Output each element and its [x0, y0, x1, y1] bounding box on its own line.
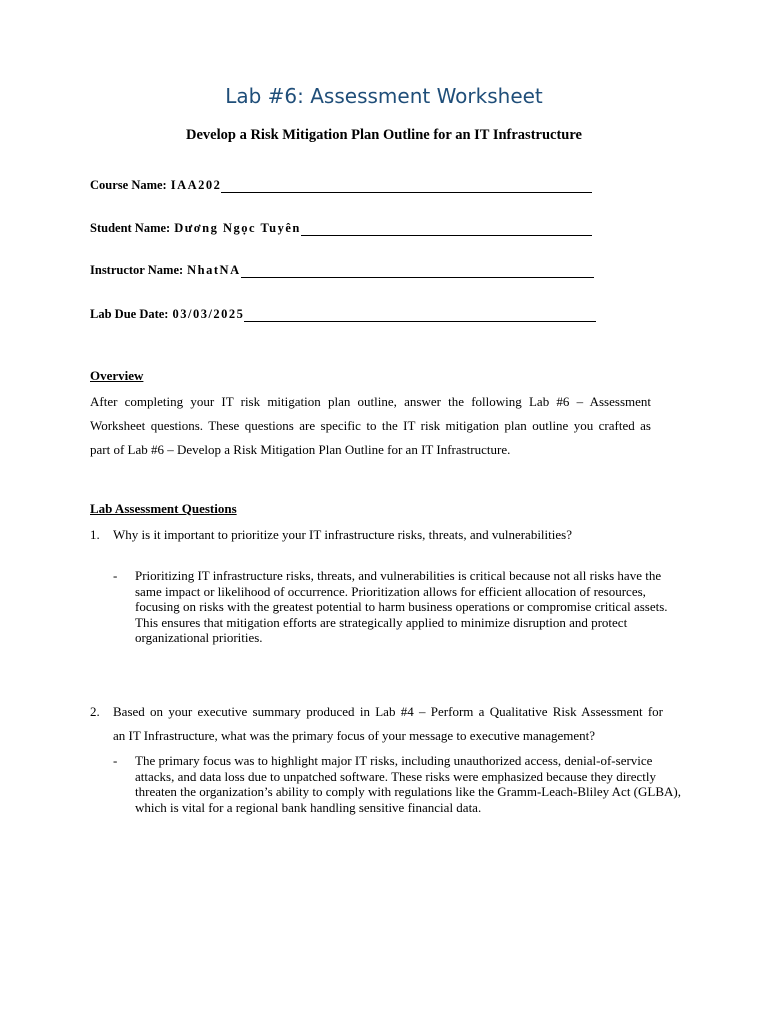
instructor-name-value: NhatNA — [187, 263, 241, 277]
question-line: an IT Infrastructure, what was the primary focus of your message to executive management? — [113, 728, 596, 743]
question-number: 1. — [90, 527, 100, 542]
overview-heading: Overview — [90, 368, 144, 383]
course-name-label: Course Name: — [90, 178, 167, 192]
overview-line: part of Lab #6 – Develop a Risk Mitigation Plan Outline for an IT Infrastructure. — [90, 442, 511, 457]
answer-line: which is vital for a regional bank handling sensitive financial data. — [135, 799, 482, 815]
overview-paragraph — [90, 390, 651, 462]
question-line: Why is it important to prioritize your IT infrastructure risks, threats, and vulnerabilities? — [113, 527, 572, 542]
answer-bullet: - — [113, 753, 118, 768]
answer-text — [135, 753, 695, 815]
answer-text — [135, 568, 695, 646]
student-name-label: Student Name: — [90, 221, 171, 235]
question-line: Based on your executive summary produced in Lab #4 – Perform a Qualitative Risk Assessment for — [113, 704, 663, 719]
answer-line: This ensures that mitigation efforts are strategically applied to minimize disruption and protect — [135, 614, 628, 630]
answer-line: focusing on risks with the greatest potential to harm business operations or compromise critical assets. — [135, 599, 668, 614]
overview-line: Worksheet questions. These questions are specific to the IT risk mitigation plan outline you crafted as — [90, 418, 651, 433]
page-title: Lab #6: Assessment Worksheet — [225, 84, 543, 108]
due-date-underline — [244, 309, 596, 322]
answer-line: same impact or likelihood of occurrence. Prioritization allows for efficient allocation of resources, — [135, 583, 646, 599]
page-subtitle: Develop a Risk Mitigation Plan Outline for an IT Infrastructure — [186, 127, 582, 143]
due-date-label: Lab Due Date: — [90, 307, 169, 321]
due-date-field — [90, 307, 596, 322]
answer-bullet: - — [113, 568, 118, 583]
answer-line: The primary focus was to highlight major IT risks, including unauthorized access, denial-of-service — [135, 753, 653, 768]
student-name-field — [90, 221, 592, 236]
course-name-field — [90, 178, 592, 193]
instructor-name-label: Instructor Name: — [90, 263, 184, 277]
question-number: 2. — [90, 704, 100, 719]
questions-heading: Lab Assessment Questions — [90, 501, 237, 516]
due-date-value: 03/03/2025 — [172, 307, 245, 321]
course-name-underline — [221, 180, 592, 193]
instructor-name-field — [90, 263, 594, 278]
student-name-underline — [301, 223, 592, 236]
answer-line: organizational priorities. — [135, 630, 263, 645]
question-text — [113, 523, 663, 547]
student-name-value: Dương Ngọc Tuyên — [174, 221, 301, 235]
answer-line: threaten the organization’s ability to comply with regulations like the Gramm-Leach-Bliley Act (GLBA), — [135, 784, 681, 799]
instructor-name-underline — [241, 265, 594, 278]
answer-line: attacks, and data loss due to unpatched software. These risks were emphasized because they directly — [135, 768, 657, 784]
question-text — [113, 700, 663, 748]
overview-line: After completing your IT risk mitigation plan outline, answer the following Lab #6 – Assessment — [90, 394, 651, 409]
course-name-value: IAA202 — [170, 178, 222, 192]
answer-line: Prioritizing IT infrastructure risks, threats, and vulnerabilities is critical because not all risks have the — [135, 568, 662, 583]
